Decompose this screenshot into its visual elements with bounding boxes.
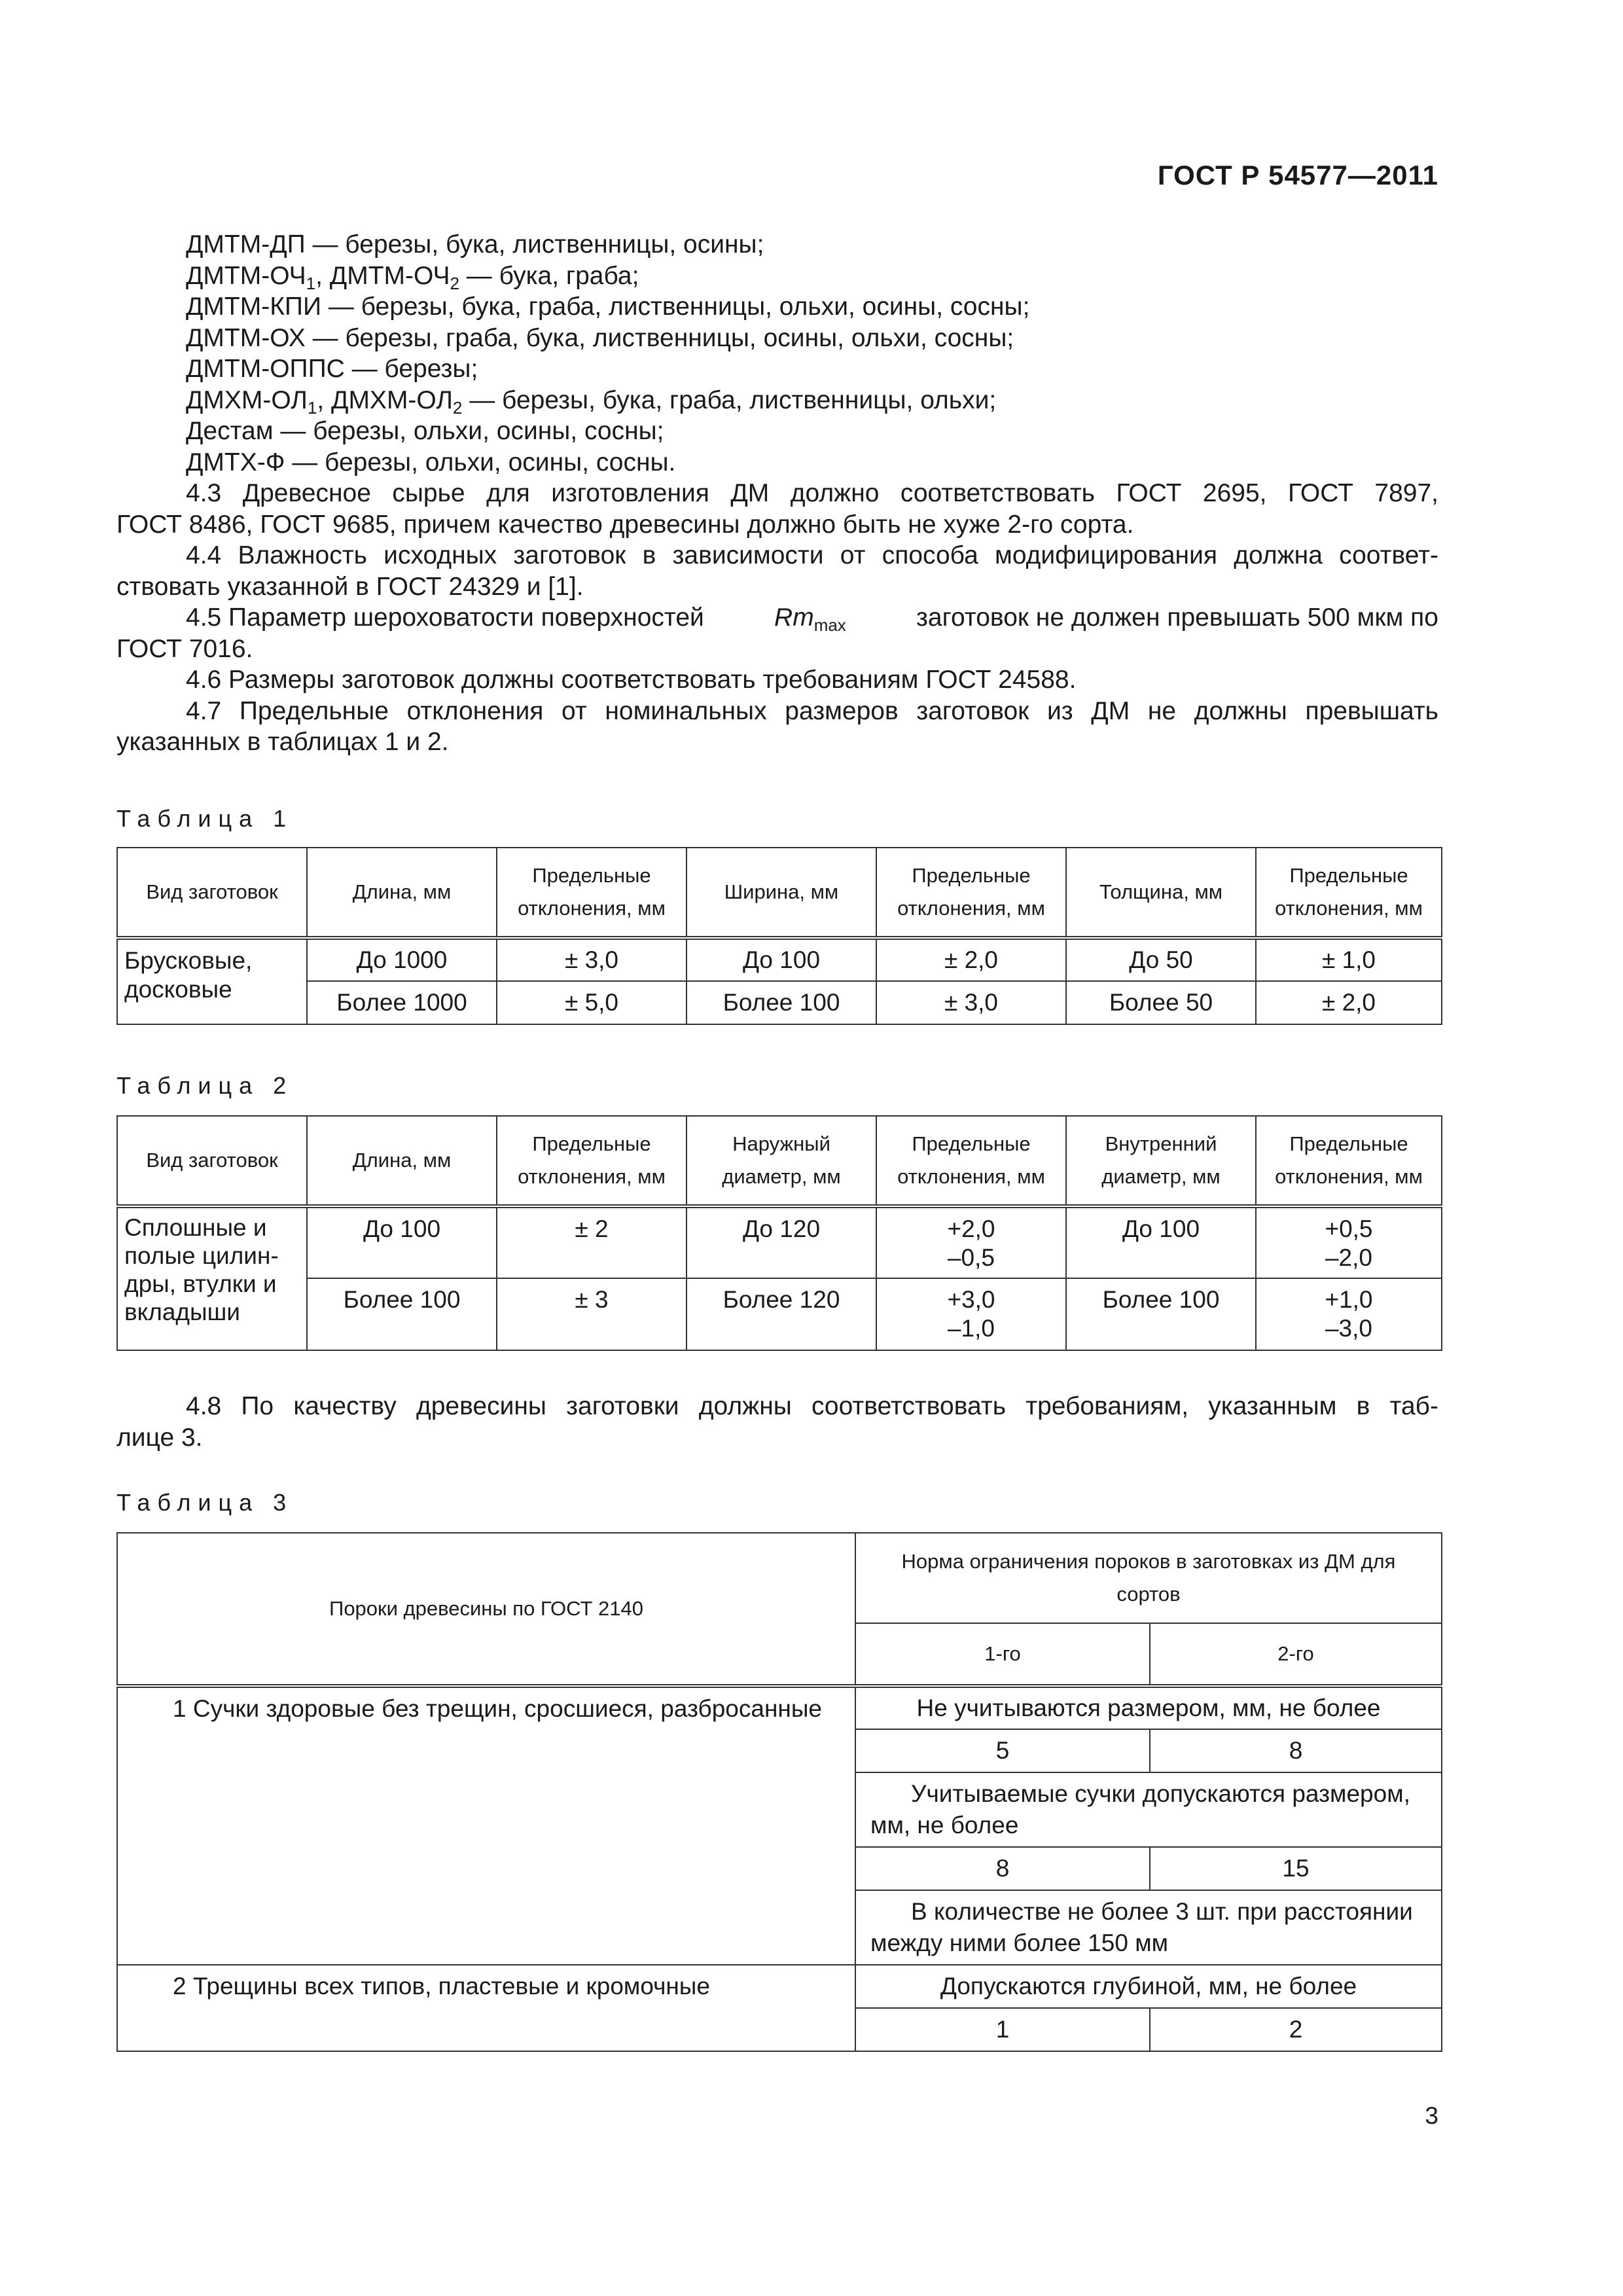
table1-label: Таблица 1: [116, 805, 294, 832]
table-cell: 2: [1150, 2008, 1442, 2051]
table-cell: +0,5 –2,0: [1256, 1206, 1442, 1278]
species-line: ДМТХ-Ф — березы, ольхи, осины, сосны.: [186, 448, 676, 476]
clause-4-8: [116, 1391, 1438, 1453]
table3-defect-cracks: 2 Трещины всех типов, пластевые и кромочные: [117, 1965, 855, 2051]
table-row: [117, 938, 1442, 981]
table-cell: Более 50: [1066, 981, 1256, 1024]
species-line: ДМТМ-ОППС — березы;: [186, 355, 478, 383]
table-cell: Учитываемые сучки допускаются размером, мм, не более: [855, 1772, 1442, 1847]
table-cell: До 100: [687, 938, 876, 981]
table-cell: До 1000: [307, 938, 497, 981]
table-cell: Более 100: [1066, 1278, 1256, 1350]
clause-4-8-line2: лице 3.: [116, 1423, 203, 1452]
table-cell: ± 3,0: [497, 938, 687, 981]
clause-4-3-line1: 4.3 Древесное сырье для изготовления ДМ должно соответствовать ГОСТ 2695, ГОСТ 7897,: [186, 479, 1438, 507]
table3-header-norm: Норма ограничения пороков в заготовках из ДМ для сортов: [855, 1533, 1442, 1623]
table1-header-row: [117, 848, 1442, 938]
table3: [116, 1532, 1442, 2052]
clause-4-3-line2: ГОСТ 8486, ГОСТ 9685, причем качество древесины должно быть не хуже 2-го сорта.: [116, 510, 1134, 539]
table-cell: Более 1000: [307, 981, 497, 1024]
table-cell: ± 3: [497, 1278, 687, 1350]
table2-header-cell: Наружный диаметр, мм: [687, 1116, 876, 1206]
table-cell: Допускаются глубиной, мм, не более: [855, 1965, 1442, 2008]
table1-header-cell: Предельные отклонения, мм: [497, 848, 687, 938]
clause-4-5-line1: 4.5 Параметр шероховатости поверхностей $Rm_{max}$ заготовок не должен превышать 500 мкм по: [186, 603, 1438, 635]
table-cell: ± 2: [497, 1206, 687, 1278]
table-row: [117, 1965, 1442, 2008]
table3-label: Таблица 3: [116, 1489, 294, 1516]
table-cell: ± 3,0: [876, 981, 1066, 1024]
table-cell: +1,0 –3,0: [1256, 1278, 1442, 1350]
table2: [116, 1115, 1442, 1351]
table1: [116, 847, 1442, 1025]
table-cell: 8: [1150, 1729, 1442, 1772]
table-row: [117, 981, 1442, 1024]
table-cell: До 50: [1066, 938, 1256, 981]
table1-header-cell: Вид заготовок: [117, 848, 307, 938]
table3-header-defects: Пороки древесины по ГОСТ 2140: [117, 1533, 855, 1686]
species-list: [116, 229, 1438, 758]
table2-kind-cell: Сплошные и полые цилин- дры, втулки и вкладыши: [117, 1206, 307, 1350]
table1-header-cell: Толщина, мм: [1066, 848, 1256, 938]
table2-header-cell: Длина, мм: [307, 1116, 497, 1206]
species-line: Дестам — березы, ольхи, осины, сосны;: [186, 417, 664, 445]
table-cell: Более 120: [687, 1278, 876, 1350]
table1-header-cell: Длина, мм: [307, 848, 497, 938]
clause-4-7-line2: указанных в таблицах 1 и 2.: [116, 728, 449, 756]
table-row: [117, 1206, 1442, 1278]
table3-header-row: [117, 1533, 1442, 1623]
table-cell: 1: [855, 2008, 1150, 2051]
table-cell: 5: [855, 1729, 1150, 1772]
table-row: [117, 1686, 1442, 1729]
table2-header-row: [117, 1116, 1442, 1206]
page-number: 3: [1425, 2102, 1438, 2129]
table-cell: ± 1,0: [1256, 938, 1442, 981]
table2-header-cell: Предельные отклонения, мм: [876, 1116, 1066, 1206]
table1-kind-cell: Брусковые, досковые: [117, 938, 307, 1024]
table-cell: 8: [855, 1847, 1150, 1890]
table-cell: +3,0 –1,0: [876, 1278, 1066, 1350]
table-cell: До 120: [687, 1206, 876, 1278]
table3-grade-2: 2-го: [1150, 1623, 1442, 1686]
species-line: ДМТМ-ДП — березы, бука, лиственницы, осины;: [186, 230, 764, 259]
clause-4-4-line2: ствовать указанной в ГОСТ 24329 и [1].: [116, 572, 584, 601]
table1-header-cell: Предельные отклонения, мм: [1256, 848, 1442, 938]
table2-label: Таблица 2: [116, 1072, 294, 1099]
table2-header-cell: Предельные отклонения, мм: [1256, 1116, 1442, 1206]
clause-4-6: 4.6 Размеры заготовок должны соответствовать требованиям ГОСТ 24588.: [186, 666, 1077, 694]
table-cell: ± 2,0: [876, 938, 1066, 981]
table1-header-cell: Предельные отклонения, мм: [876, 848, 1066, 938]
document-code: ГОСТ Р 54577—2011: [1157, 160, 1438, 190]
clause-4-5-line2: ГОСТ 7016.: [116, 634, 253, 663]
table-cell: +2,0 –0,5: [876, 1206, 1066, 1278]
clause-4-7-line1: 4.7 Предельные отклонения от номинальных размеров заготовок из ДМ не должны превышать: [186, 696, 1438, 725]
table-cell: До 100: [1066, 1206, 1256, 1278]
table3-grade-1: 1-го: [855, 1623, 1150, 1686]
species-line: ДМХМ-$ОЛ_1$, ДМХМ-$ОЛ_2$ — березы, бука, граба, лиственницы, ольхи;: [186, 386, 997, 418]
clause-4-8-line1: 4.8 По качеству древесины заготовки должны соответствовать требованиям, указанным в таб-: [186, 1392, 1438, 1420]
table-cell: ± 2,0: [1256, 981, 1442, 1024]
table2-header-cell: Предельные отклонения, мм: [497, 1116, 687, 1206]
table-cell: Более 100: [687, 981, 876, 1024]
species-line: ДМТМ-ОХ — березы, граба, бука, лиственницы, осины, ольхи, сосны;: [186, 323, 1014, 352]
clause-4-4-line1: 4.4 Влажность исходных заготовок в зависимости от способа модифицирования должна соответ-: [186, 541, 1438, 569]
table-cell: В количестве не более 3 шт. при расстоянии между ними более 150 мм: [855, 1890, 1442, 1965]
table-cell: Не учитываются размером, мм, не более: [855, 1686, 1442, 1729]
table3-defect-knots: 1 Сучки здоровые без трещин, сросшиеся, разбросанные: [117, 1686, 855, 1965]
table2-header-cell: Вид заготовок: [117, 1116, 307, 1206]
species-line: ДМТМ-КПИ — березы, бука, граба, лиственницы, ольхи, осины, сосны;: [186, 293, 1030, 321]
table-cell: Более 100: [307, 1278, 497, 1350]
table2-header-cell: Внутренний диаметр, мм: [1066, 1116, 1256, 1206]
species-line: ДМТМ-$ОЧ_1$, ДМТМ-$ОЧ_2$ — бука, граба;: [186, 261, 639, 293]
table-row: [117, 1278, 1442, 1350]
table-cell: 15: [1150, 1847, 1442, 1890]
table-cell: ± 5,0: [497, 981, 687, 1024]
table-cell: До 100: [307, 1206, 497, 1278]
table1-header-cell: Ширина, мм: [687, 848, 876, 938]
